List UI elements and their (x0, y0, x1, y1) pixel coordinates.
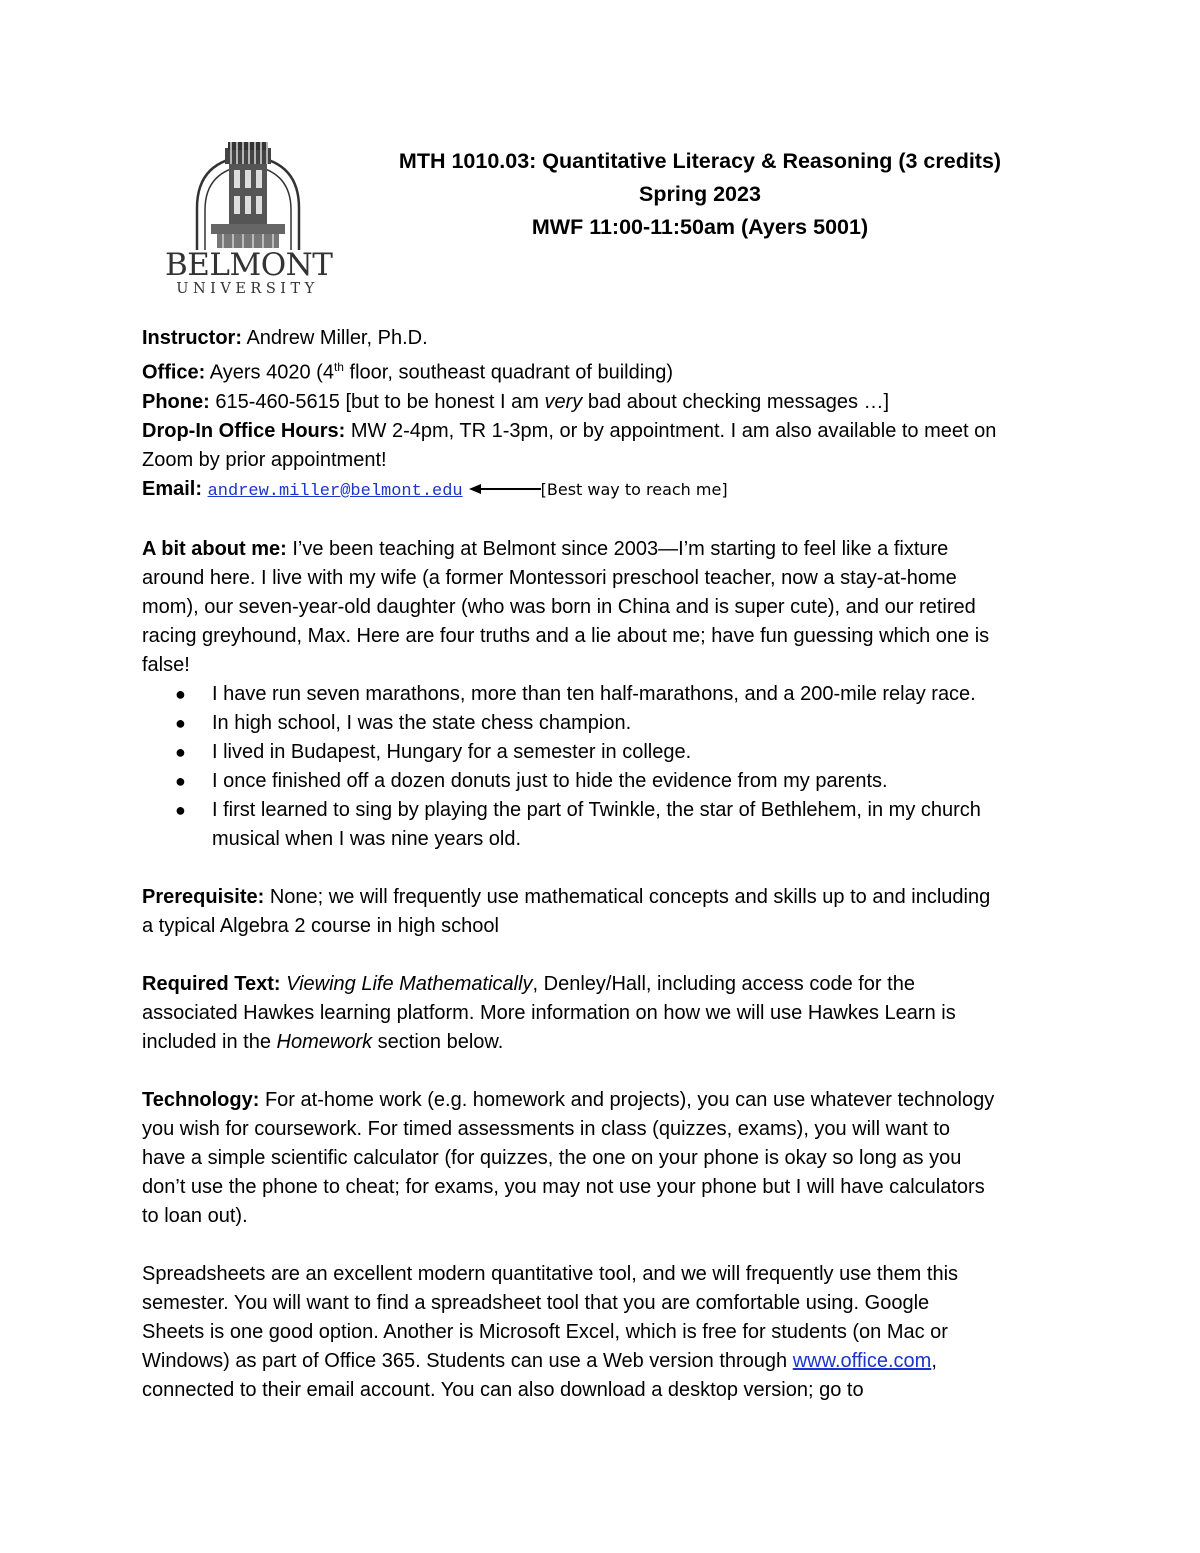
hours-value-1: MW 2-4pm, TR 1-3pm, or by appointment. I am also available to meet on (345, 419, 997, 442)
email-link[interactable]: andrew.miller@belmont.edu (207, 481, 463, 501)
prereq-line-1 (142, 883, 1062, 912)
phone-label: Phone: (142, 390, 210, 413)
spreadsheet-line-1: Spreadsheets are an excellent modern quantitative tool, and we will frequently use them this (142, 1262, 959, 1285)
email-line (142, 475, 1062, 506)
office-value-pre: Ayers 4020 (4 (205, 361, 334, 384)
tech-label: Technology: (142, 1088, 260, 1111)
about-label: A bit about me: (142, 537, 287, 560)
hours-line-2: Zoom by prior appointment! (142, 448, 387, 471)
logo-name: BELMONT (165, 247, 333, 283)
bullet-icon: ● (175, 712, 186, 733)
email-label: Email: (142, 477, 203, 500)
office-link[interactable]: www.office.com (792, 1349, 932, 1372)
course-title: MTH 1010.03: Quantitative Literacy & Reasoning (3 credits) (398, 149, 1002, 173)
about-line-5: false! (142, 653, 190, 676)
about-line-1 (142, 535, 1062, 564)
list-item: ● I once finished off a dozen donuts just to hide the evidence from my parents. (212, 767, 1062, 796)
instructor-line (142, 324, 1062, 353)
phone-value-post: bad about checking messages …] (582, 390, 890, 413)
office-sup: th (333, 360, 344, 374)
spreadsheet-line-4: Windows) as part of Office 365. Students can use a Web version through www.office.com, (142, 1349, 937, 1372)
list-item: ● I lived in Budapest, Hungary for a semester in college. (212, 738, 1062, 767)
office-label: Office: (142, 361, 206, 384)
prereq-text-1: None; we will frequently use mathematical concepts and skills up to and including (264, 885, 991, 908)
office-value-post: floor, southeast quadrant of building) (343, 361, 674, 384)
prereq-label: Prerequisite: (142, 885, 265, 908)
hours-line-1 (142, 417, 1062, 446)
phone-line (142, 388, 1062, 417)
office-line (142, 353, 1062, 388)
left-arrow-icon (469, 483, 541, 495)
instructor-value: Andrew Miller, Ph.D. (242, 327, 428, 349)
course-schedule: MWF 11:00-11:50am (Ayers 5001) (531, 215, 869, 239)
spreadsheet-line-3: Sheets is one good option. Another is Microsoft Excel, which is free for students (on Mac or (142, 1320, 948, 1343)
about-line-3: mom), our seven-year-old daughter (who was born in China and is super cute), and our retired (142, 595, 976, 618)
truths-list (142, 680, 1062, 854)
hours-label: Drop-In Office Hours: (142, 419, 346, 442)
phone-value-pre: 615-460-5615 [but to be honest I am (209, 390, 545, 413)
bullet-icon: ● (175, 683, 186, 704)
about-text-1: I’ve been teaching at Belmont since 2003—I’m starting to feel like a fixture (286, 537, 949, 560)
spreadsheet-line-2: semester. You will want to find a spreadsheet tool that you are comfortable using. Google (142, 1291, 930, 1314)
text-line-2: associated Hawkes learning platform. More information on how we will use Hawkes Learn is (142, 1001, 956, 1024)
course-header (320, 145, 1080, 244)
logo-subtitle: UNIVERSITY (176, 281, 319, 297)
tech-line-3: have a simple scientific calculator (for quizzes, the one on your phone is okay so long as you (142, 1146, 962, 1169)
text-label: Required Text: (142, 972, 281, 995)
tech-line-1 (142, 1086, 1062, 1115)
tech-text-1: For at-home work (e.g. homework and projects), you can use whatever technology (259, 1088, 995, 1111)
belmont-logo (165, 138, 333, 300)
textbook-title: Viewing Life Mathematically (286, 972, 533, 995)
prereq-line-2: a typical Algebra 2 course in high school (142, 914, 499, 937)
about-line-4: racing greyhound, Max. Here are four truths and a lie about me; have fun guessing which one is (142, 624, 990, 647)
about-line-2: around here. I live with my wife (a former Montessori preschool teacher, now a stay-at-home (142, 566, 957, 589)
tech-line-4: don’t use the phone to cheat; for exams, you may not use your phone but I will have calculators (142, 1175, 985, 1198)
bullet-icon: ● (175, 741, 186, 762)
list-item: ● I first learned to sing by playing the part of Twinkle, the star of Bethlehem, in my church musical when I was nine years old. (212, 796, 1062, 854)
tech-line-2: you wish for coursework. For timed assessments in class (quizzes, exams), you will want to (142, 1117, 951, 1140)
list-item: ● I have run seven marathons, more than ten half-marathons, and a 200-mile relay race. (212, 680, 1062, 709)
email-note: [Best way to reach me] (540, 479, 728, 499)
spreadsheet-line-5: connected to their email account. You can also download a desktop version; go to (142, 1378, 864, 1401)
homework-emph: Homework (276, 1030, 373, 1053)
text-line-3: included in the Homework section below. (142, 1030, 504, 1053)
course-term: Spring 2023 (639, 182, 761, 206)
tech-line-5: to loan out). (142, 1204, 248, 1227)
text-line-1 (142, 970, 1062, 999)
syllabus-body (142, 324, 1062, 1405)
list-item: ● In high school, I was the state chess champion. (212, 709, 1062, 738)
instructor-label: Instructor: (142, 327, 242, 349)
bullet-icon: ● (175, 799, 186, 820)
belmont-tower-icon (193, 138, 303, 250)
bullet-icon: ● (175, 770, 186, 791)
phone-emph: very (544, 390, 583, 413)
text-line-1-post: , Denley/Hall, including access code for the (532, 972, 915, 995)
